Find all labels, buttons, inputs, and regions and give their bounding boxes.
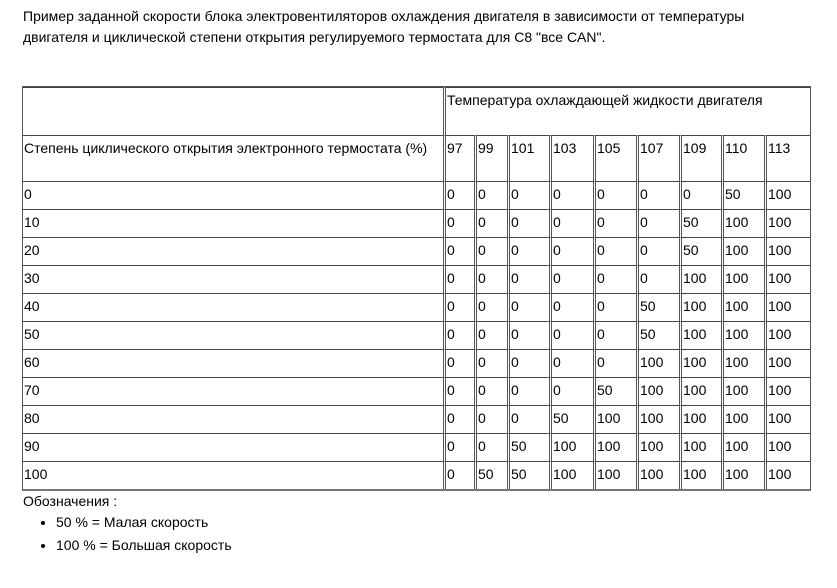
table-cell: 100 (721, 461, 764, 489)
table-cell: 0 (474, 181, 507, 209)
table-cell: 0 (474, 321, 507, 349)
row-label: 40 (23, 293, 443, 321)
table-cell: 0 (443, 433, 474, 461)
table-cell: 0 (474, 209, 507, 237)
row-label: 20 (23, 237, 443, 265)
row-label: 60 (23, 349, 443, 377)
table-row (23, 181, 810, 209)
table-row (23, 321, 810, 349)
table-cell: 0 (636, 181, 679, 209)
table-cell: 100 (764, 209, 810, 237)
table-cell: 0 (593, 293, 636, 321)
row-label: 30 (23, 265, 443, 293)
table-cell: 100 (721, 377, 764, 405)
fan-speed-table (22, 86, 811, 491)
table-cell: 100 (679, 349, 721, 377)
table-cell: 100 (764, 293, 810, 321)
table-cell: 0 (474, 433, 507, 461)
table-cell: 50 (721, 181, 764, 209)
table-cell: 100 (679, 321, 721, 349)
table-cell: 0 (474, 293, 507, 321)
table-cell: 50 (507, 461, 549, 489)
temperature-header-cell: 113 (764, 135, 810, 181)
table-cell: 50 (679, 237, 721, 265)
table-row (23, 209, 810, 237)
table-cell: 100 (764, 181, 810, 209)
table-cell: 100 (721, 293, 764, 321)
table-cell: 100 (764, 265, 810, 293)
temperature-header-cell: 107 (636, 135, 679, 181)
table-cell: 0 (443, 377, 474, 405)
table-cell: 100 (636, 377, 679, 405)
table-cell: 0 (549, 349, 593, 377)
row-label: 50 (23, 321, 443, 349)
table-cell: 100 (636, 405, 679, 433)
table-cell: 0 (443, 265, 474, 293)
table-cell: 100 (593, 405, 636, 433)
header-row-temperature (23, 87, 810, 135)
table-cell: 100 (636, 433, 679, 461)
table-cell: 0 (636, 237, 679, 265)
temperature-header-cell: 105 (593, 135, 636, 181)
table-cell: 0 (474, 237, 507, 265)
table-cell: 100 (721, 433, 764, 461)
table-cell: 100 (721, 321, 764, 349)
table-cell: 100 (764, 237, 810, 265)
table-cell: 0 (507, 265, 549, 293)
table-cell: 0 (474, 349, 507, 377)
temperature-header-cell: 110 (721, 135, 764, 181)
temperature-header-cell: 101 (507, 135, 549, 181)
table-cell: 0 (507, 377, 549, 405)
table-row (23, 433, 810, 461)
temperature-header-cell: 109 (679, 135, 721, 181)
table-cell: 0 (679, 181, 721, 209)
table-cell: 0 (443, 321, 474, 349)
row-header: Степень циклического открытия электронного термостата (%) (23, 135, 443, 181)
table-row (23, 377, 810, 405)
table-cell: 100 (679, 461, 721, 489)
table-cell: 0 (443, 209, 474, 237)
table-row (23, 405, 810, 433)
table-cell: 0 (549, 181, 593, 209)
temperature-header-cell: 99 (474, 135, 507, 181)
table-cell: 100 (764, 377, 810, 405)
table-cell: 50 (474, 461, 507, 489)
table-cell: 0 (507, 181, 549, 209)
row-label: 100 (23, 461, 443, 489)
table-cell: 50 (636, 321, 679, 349)
table-cell: 0 (636, 209, 679, 237)
temperature-header-cell: 103 (549, 135, 593, 181)
temperature-header-cell: 97 (443, 135, 474, 181)
table-cell: 0 (474, 377, 507, 405)
table-cell: 100 (679, 433, 721, 461)
table-cell: 0 (443, 349, 474, 377)
table-cell: 0 (507, 321, 549, 349)
table-cell: 0 (507, 349, 549, 377)
legend-item-high-speed: • 100 % = Большая скорость (56, 534, 232, 557)
table-cell: 50 (549, 405, 593, 433)
table-cell: 100 (764, 349, 810, 377)
table-cell: 0 (593, 265, 636, 293)
table-cell: 0 (443, 405, 474, 433)
table-cell: 100 (721, 405, 764, 433)
table-cell: 0 (443, 293, 474, 321)
table-row (23, 349, 810, 377)
table-cell: 0 (593, 181, 636, 209)
table-cell: 0 (593, 237, 636, 265)
table-cell: 0 (549, 293, 593, 321)
row-label: 80 (23, 405, 443, 433)
table-cell: 0 (443, 461, 474, 489)
table-cell: 100 (764, 405, 810, 433)
table-cell: 100 (549, 433, 593, 461)
table-cell: 0 (507, 293, 549, 321)
table-cell: 0 (593, 321, 636, 349)
legend-item-low-speed: • 50 % = Малая скорость (56, 511, 232, 534)
table-cell: 50 (507, 433, 549, 461)
table-cell: 0 (636, 265, 679, 293)
table-row (23, 265, 810, 293)
legend-title: Обозначения : (23, 493, 118, 509)
table-cell: 0 (474, 265, 507, 293)
intro-text: Пример заданной скорости блока электровентиляторов охлаждения двигателя в зависимости от температуры двигателя и циклической степени открытия регулируемого термостата для C8 "все CAN". (23, 8, 745, 45)
table-cell: 50 (593, 377, 636, 405)
row-label: 10 (23, 209, 443, 237)
table-cell: 100 (636, 461, 679, 489)
table-cell: 0 (507, 209, 549, 237)
table-row (23, 461, 810, 489)
table-cell: 0 (593, 349, 636, 377)
header-row-values (23, 135, 810, 181)
table-cell: 100 (549, 461, 593, 489)
table-row (23, 237, 810, 265)
table-cell: 100 (636, 349, 679, 377)
legend-list (40, 511, 232, 557)
table-cell: 100 (764, 321, 810, 349)
table-cell: 0 (549, 265, 593, 293)
table-cell: 100 (679, 405, 721, 433)
table-cell: 0 (549, 321, 593, 349)
table-cell: 100 (764, 433, 810, 461)
table-cell: 0 (507, 405, 549, 433)
table-row (23, 293, 810, 321)
table-cell: 0 (593, 209, 636, 237)
table-cell: 0 (443, 181, 474, 209)
table-cell: 100 (593, 461, 636, 489)
table-cell: 100 (679, 265, 721, 293)
table-cell: 0 (549, 209, 593, 237)
table-cell: 100 (721, 265, 764, 293)
row-label: 0 (23, 181, 443, 209)
temperature-header: Температура охлаждающей жидкости двигателя (443, 87, 810, 135)
table-cell: 0 (549, 237, 593, 265)
table-cell: 100 (764, 461, 810, 489)
empty-header-cell (23, 87, 443, 135)
table-cell: 50 (679, 209, 721, 237)
table-cell: 0 (507, 237, 549, 265)
table-cell: 100 (679, 293, 721, 321)
table-cell: 100 (721, 349, 764, 377)
row-label: 90 (23, 433, 443, 461)
table-cell: 0 (549, 377, 593, 405)
table-cell: 0 (474, 405, 507, 433)
table-cell: 100 (721, 209, 764, 237)
table-cell: 100 (593, 433, 636, 461)
table-cell: 50 (636, 293, 679, 321)
table-cell: 100 (679, 377, 721, 405)
row-label: 70 (23, 377, 443, 405)
table-cell: 100 (721, 237, 764, 265)
table-cell: 0 (443, 237, 474, 265)
